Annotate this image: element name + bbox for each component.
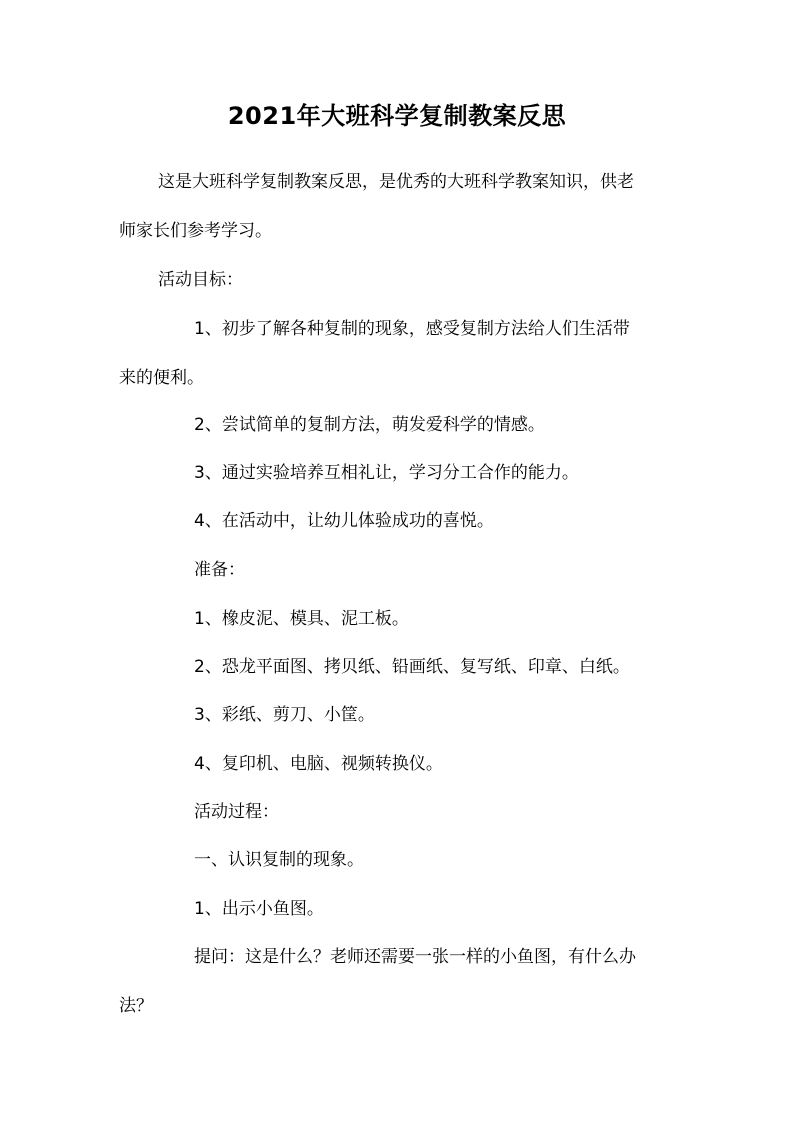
prep-item-3: 3、彩纸、剪刀、小筐。 [194,705,375,725]
goal-3: 3、通过实验培养互相礼让，学习分工合作的能力。 [194,463,579,483]
goals-heading: 活动目标： [158,270,243,290]
prep-item-4: 4、复印机、电脑、视频转换仪。 [194,754,443,774]
goal-1-line-1: 1、初步了解各种复制的现象，感受复制方法给人们生活带 [194,319,630,339]
prep-item-2: 2、恐龙平面图、拷贝纸、铅画纸、复写纸、印章、白纸。 [194,657,630,677]
prep-item-1: 1、橡皮泥、模具、泥工板。 [194,609,409,629]
intro-line-2: 师家长们参考学习。 [119,221,272,241]
document-title: 2021年大班科学复制教案反思 [227,102,567,130]
goal-2: 2、尝试简单的复制方法，萌发爱科学的情感。 [194,415,545,435]
question-line-1: 提问：这是什么？老师还需要一张一样的小鱼图，有什么办 [194,947,636,967]
question-line-2: 法？ [119,996,153,1016]
process-heading: 活动过程： [194,802,279,822]
prep-heading: 准备： [194,560,245,580]
intro-line-1: 这是大班科学复制教案反思，是优秀的大班科学教案知识，供老 [158,172,634,192]
step-one: 一、认识复制的现象。 [194,850,364,870]
goal-4: 4、在活动中，让幼儿体验成功的喜悦。 [194,511,494,531]
step-one-item-1: 1、出示小鱼图。 [194,899,324,919]
goal-1-line-2: 来的便利。 [119,368,204,388]
